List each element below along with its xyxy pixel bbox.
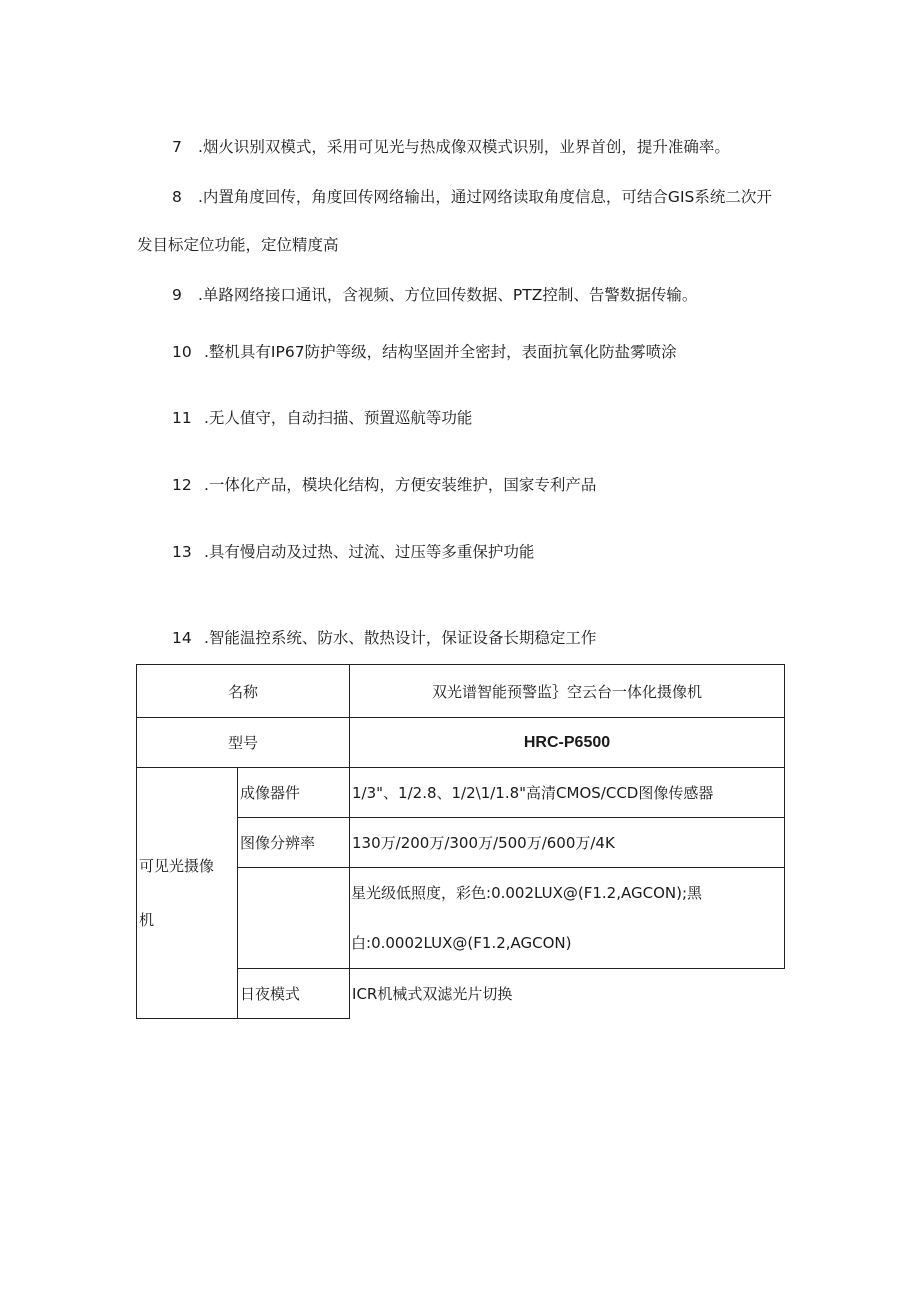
row-label: 成像器件 [238,768,350,818]
group-label [137,768,238,1019]
feature-number: 7 [172,138,182,156]
row-label [238,868,350,969]
feature-item-14 [172,628,596,648]
group-label-line-2: 机 [139,911,155,929]
feature-text: .整机具有IP67防护等级，结构坚固并全密封，表面抗氧化防盐雾喷涂 [204,343,677,361]
feature-text: .智能温控系统、防水、散热设计，保证设备长期稳定工作 [204,629,597,647]
feature-number: 10 [172,343,192,361]
feature-item-13 [172,542,534,562]
spec-table [136,664,785,1019]
feature-text: .烟火识别双模式，采用可见光与热成像双模式识别，业界首创，提升准确率。 [198,138,730,156]
table-row-name [137,665,785,718]
table-row [137,768,785,818]
name-value: 双光谱智能预警监｝空云台一体化摄像机 [350,665,785,718]
feature-item-8-continuation: 发目标定位功能，定位精度高 [137,236,339,254]
feature-item-8 [172,187,772,207]
feature-item-10 [172,342,677,362]
model-value: HRC-P6500 [350,718,785,768]
row-value: ICR机械式双滤光片切换 [350,969,785,1019]
feature-item-12 [172,475,596,495]
feature-text: .具有慢启动及过热、过流、过压等多重保护功能 [204,543,535,561]
feature-number: 12 [172,476,192,494]
feature-number: 14 [172,629,192,647]
row-value: 1/3"、1/2.8、1/2\1/1.8"高清CMOS/CCD图像传感器 [350,768,785,818]
feature-number: 9 [172,286,182,304]
table-row-model [137,718,785,768]
feature-number: 8 [172,188,182,206]
row-label: 图像分辨率 [238,818,350,868]
feature-item-11 [172,408,472,428]
feature-number: 11 [172,409,192,427]
row-label: 日夜模式 [238,969,350,1019]
row-value [350,868,785,969]
feature-text: .无人值守，自动扫描、预置巡航等功能 [204,409,473,427]
row-value: 130万/200万/300万/500万/600万/4K [350,818,785,868]
feature-text: .单路网络接口通讯，含视频、方位回传数据、PTZ控制、告警数据传输。 [198,286,698,304]
row-value-line-2: 白:0.0002LUX@(F1.2,AGCON) [351,934,572,952]
feature-number: 13 [172,543,192,561]
name-label: 名称 [137,665,350,718]
feature-text: .一体化产品，模块化结构，方便安装维护，国家专利产品 [204,476,597,494]
row-value-line-1: 星光级低照度，彩色:0.002LUX@(F1.2,AGCON);黑 [351,884,703,902]
feature-text: .内置角度回传，角度回传网络输出，通过网络读取角度信息，可结合GIS系统二次开 [198,188,772,206]
model-label: 型号 [137,718,350,768]
group-label-line-1: 可见光摄像 [139,857,215,875]
feature-item-9 [172,285,697,305]
feature-item-7 [172,137,730,157]
